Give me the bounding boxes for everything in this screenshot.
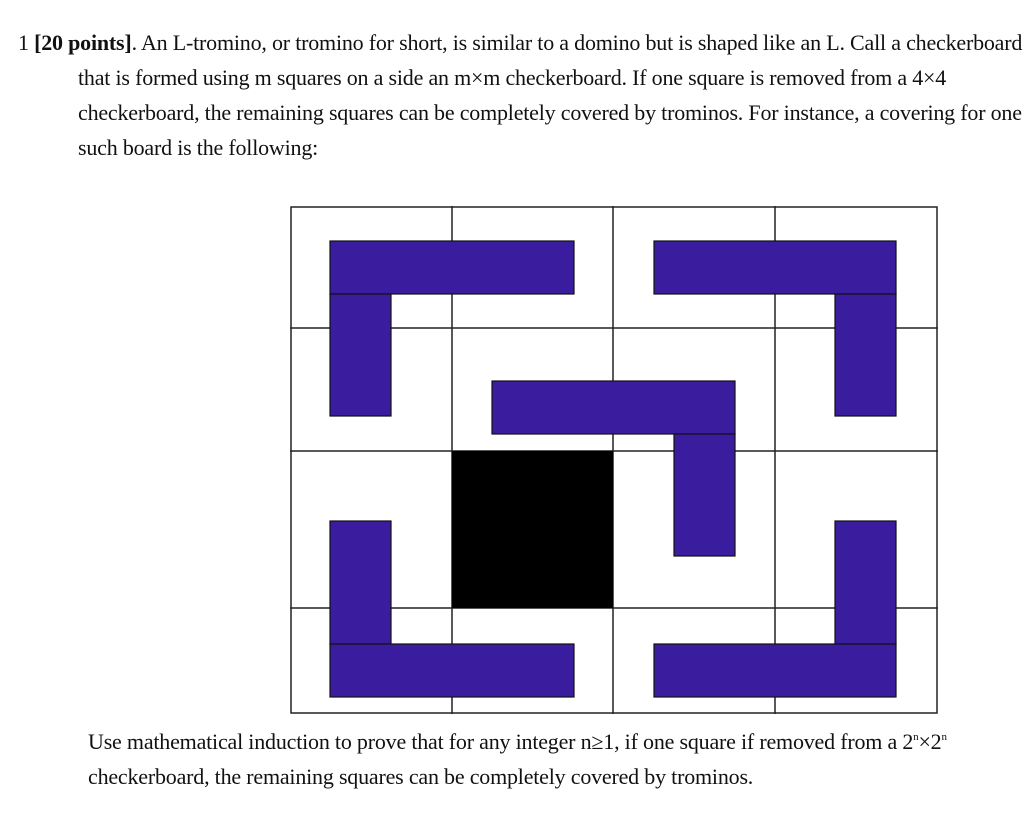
induction-question [88,724,968,794]
problem-text: . An L-tromino, or tromino for short, is similar to a domino but is shaped like an L. Call a checkerboard that is formed using m squares on a side an m×m checkerboard. If one square is removed from a 4×4 checkerboard, the remaining squares can be completely covered by trominos. For instance, a covering for one such board is the following: [78,30,1023,160]
checkerboard-svg [290,206,938,714]
exponent-n-2: n [941,731,947,743]
followup-text-after: checkerboard, the remaining squares can be completely covered by trominos. [88,764,754,789]
problem-number: 1 [18,30,29,55]
times-2: ×2 [918,729,942,754]
removed-square [452,451,613,608]
checkerboard-figure [290,206,938,714]
followup-text-before: Use mathematical induction to prove that for any integer n≥1, if one square if removed from a 2 [88,729,914,754]
problem-statement [18,25,1024,165]
points-label: [20 points] [34,30,132,55]
exponent-n-1: n [913,731,919,743]
